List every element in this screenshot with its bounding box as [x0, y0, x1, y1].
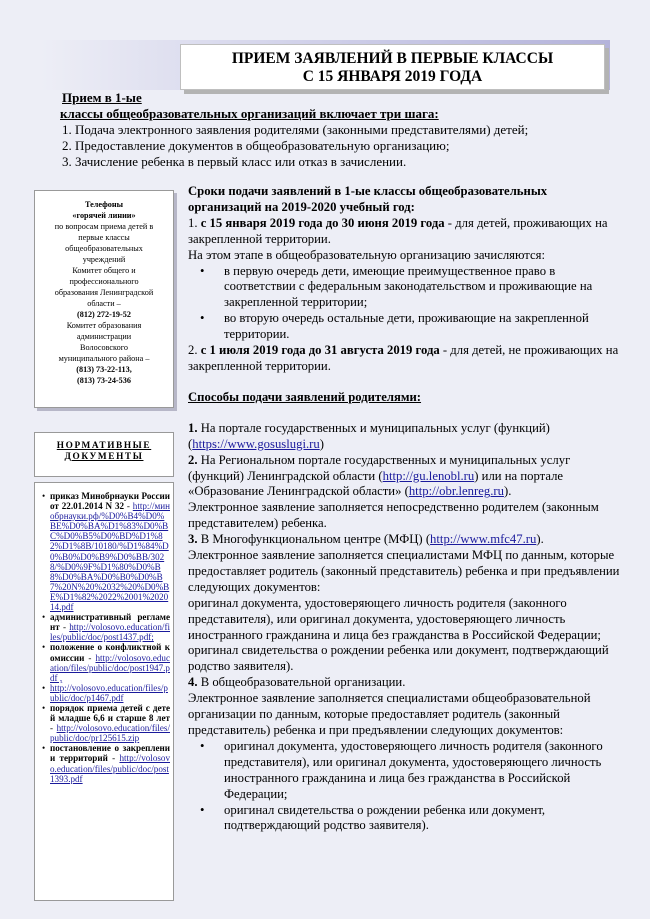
normative-docs-list [34, 482, 174, 901]
mfc-link[interactable]: http://www.mfc47.ru [430, 532, 537, 547]
methods-heading: Способы подачи заявлений родителями: [188, 389, 422, 404]
method-1-number: 1. [188, 420, 198, 435]
enrollment-note: На этом этапе в общеобразовательную организацию зачисляются: [188, 247, 545, 262]
hotline-line: «горячей линии» [72, 211, 136, 220]
normative-heading-line-1: НОРМАТИВНЫЕ [56, 441, 152, 451]
method-3-para: Электронное заявление заполняется специалистами МФЦ по данным, которые предоставляет родитель (законный представитель) ребенка и при предъявлении следующих документов: [188, 548, 620, 594]
method-2-note: Электронное заявление заполняется непосредственно родителем (законным представителем) ребенка. [188, 500, 599, 531]
hotline-line: первые классы [78, 233, 130, 242]
list-item: • оригинал документа, удостоверяющего личность родителя (законного представителя), или оригинал документа, удостоверяющего личность иностранного гражданина и лица без гражданства в Российской Федерации; [188, 739, 620, 803]
method-2 [188, 453, 620, 501]
hotline-line: (813) 73-22-113, [76, 365, 132, 374]
normative-doc-title: порядок приема детей с детей младше 6,6 и старше 8 лет [50, 702, 170, 724]
gu-lenobl-link[interactable]: http://gu.lenobl.ru [382, 468, 475, 483]
normative-doc-item [44, 683, 170, 703]
normative-doc-item [44, 743, 170, 783]
method-4 [188, 675, 620, 691]
method-2-end: ). [503, 484, 512, 499]
normative-doc-title: административный регламент [50, 612, 170, 633]
deadline-2-number: 2. [188, 343, 201, 358]
hotline-line: учреждений [82, 255, 126, 264]
method-3-para: оригинал свидетельства о рождении ребенка или документ, подтверждающий родство заявителя). [188, 643, 609, 674]
gosuslugi-link[interactable]: https://www.gosuslugi.ru [192, 436, 320, 451]
deadline-1 [188, 216, 620, 248]
method-1 [188, 421, 620, 453]
method-2-text: На Региональном портале государственных и муниципальных услуг (функций) Ленинградской области ( [188, 452, 571, 483]
normative-docs-heading [34, 432, 174, 477]
hotline-line: Комитет образования [66, 321, 142, 330]
deadline-2-text: - для детей, не проживающих на закрепленной территории. [188, 343, 619, 373]
method-4-text: В общеобразовательной организации. [197, 675, 406, 690]
method-3 [188, 532, 620, 548]
deadline-1-text: - для детей, проживающих на закрепленной территории. [188, 215, 608, 246]
hotline-line: Телефоны [85, 200, 123, 209]
normative-doc-title: постановление о закреплении территорий [50, 743, 170, 764]
method-1-text: На портале государственных и муниципальных услуг (функций) ( [188, 420, 550, 451]
normative-doc-title: положение о конфликтной комиссии [50, 642, 170, 663]
normative-doc-item [44, 703, 170, 743]
hotline-line: по вопросам приема детей в [54, 222, 154, 231]
hotline-line: Комитет общего и [72, 266, 136, 275]
hotline-box [34, 190, 174, 408]
normative-doc-link[interactable]: http://volosovo.education/files/public/doc/post1947.pdf , [50, 652, 170, 683]
method-3-text: В Многофункциональном центре (МФЦ) ( [197, 532, 431, 547]
title-line-2: С 15 ЯНВАРЯ 2019 ГОДА [302, 68, 483, 85]
method-3-para: оригинал документа, удостоверяющего личность родителя (законного представителя), или оригинал документа, удостоверяющего личность иностранного гражданина и лица без гражданства в Российской Федерации; [188, 595, 601, 642]
list-item: • во вторую очередь остальные дети, проживающие на закрепленной территории. [188, 311, 620, 343]
title-line-1: ПРИЕМ ЗАЯВЛЕНИЙ В ПЕРВЫЕ КЛАССЫ [231, 50, 554, 67]
intro-step: 2. Предоставление документов в общеобразовательную организацию; [62, 138, 450, 153]
method-3-end: ). [536, 532, 544, 547]
deadline-1-dates: с 15 января 2019 года до 30 июня 2019 года [200, 215, 445, 230]
normative-doc-separator: - [50, 723, 57, 734]
deadline-1-number: 1. [188, 215, 201, 230]
hotline-line: профессионального [69, 277, 139, 286]
hotline-line: образования Ленинградской [54, 288, 154, 297]
normative-doc-title: приказ Минобрнауки России от 22.01.2014 N 32 [50, 491, 170, 512]
method-1-end: ) [319, 436, 324, 451]
deadline-2-dates: с 1 июля 2019 года до 31 августа 2019 года [200, 343, 440, 358]
normative-doc-separator: - [59, 622, 70, 633]
method-3-number: 3. [188, 532, 198, 547]
list-item: • в первую очередь дети, имеющие преимущественное право в соответствии с федеральным законодательством и проживающие на закрепленной территории; [188, 264, 620, 312]
page-title [180, 44, 605, 90]
method-4-para: Электронное заявление заполняется специалистами общеобразовательной организации по данным, которые предоставляет родитель (законный представитель) ребенка и при предъявлении следующих документов: [188, 691, 591, 737]
normative-doc-link[interactable]: http://volosovo.education/files/public/doc/post1393.pdf [50, 753, 170, 784]
hotline-line: (813) 73-24-536 [77, 376, 131, 385]
list-item: • оригинал свидетельства о рождении ребенка или документ, подтверждающий родство заявителя). [188, 803, 620, 835]
deadlines-heading: Сроки подачи заявлений в 1-ые классы общеобразовательных организаций на 2019-2020 учебный год: [188, 184, 548, 214]
normative-doc-link[interactable]: http://volosovo.education/files/public/doc/pr125615.zip [50, 723, 170, 744]
hotline-line: области – [87, 299, 121, 308]
hotline-line: муниципального района – [58, 354, 150, 363]
normative-doc-item [44, 642, 170, 682]
hotline-line: общеобразовательных [65, 244, 143, 253]
hotline-line: Волосовского [80, 343, 128, 352]
main-content [188, 184, 620, 834]
intro-heading-1: Прием в 1-ые [62, 90, 142, 105]
normative-doc-item [44, 491, 170, 612]
deadline-2 [188, 343, 620, 375]
normative-doc-link[interactable]: http://минобрнауки.рф/%D0%B4%D0%BE%D0%BA%D1%83%D0%BC%D0%B5%D0%BD%D1%82%D1%8B/10180/%D1%84%D0%B0%D0%B9%D0%BB/3028/%D0%9F%D1%80%D0%B8%D0%BA%D0%B0%D0%B7%20N%20%2032%20%D0%BE%D1%82%2022%2001%202014.pdf [50, 501, 170, 613]
intro-step: 1. Подача электронного заявления родителями (законными представителями) детей; [62, 122, 529, 137]
method-2-mid: ) или на портале «Образование Ленинградской области» ( [188, 468, 564, 499]
intro-section [62, 90, 622, 170]
normative-doc-separator: - [107, 753, 120, 764]
normative-doc-separator: - [124, 501, 133, 512]
normative-doc-link[interactable]: http://volosovo.education/files/public/doc/post1437.pdf; [50, 622, 170, 643]
normative-doc-link[interactable]: http://volosovo.education/files/public/doc/p1467.pdf [50, 682, 168, 703]
hotline-line: (812) 272-19-52 [77, 310, 131, 319]
normative-doc-item [44, 612, 170, 642]
normative-doc-separator: - [84, 652, 96, 663]
intro-step: 3. Зачисление ребенка в первый класс или отказ в зачислении. [62, 154, 407, 169]
hotline-line: администрации [76, 332, 132, 341]
normative-heading-line-2: ДОКУМЕНТЫ [64, 452, 144, 462]
intro-heading-2: классы общеобразовательных организаций включает три шага: [60, 106, 439, 121]
method-2-number: 2. [188, 452, 198, 467]
method-4-number: 4. [188, 675, 198, 690]
obr-lenreg-link[interactable]: http://obr.lenreg.ru [408, 484, 504, 499]
